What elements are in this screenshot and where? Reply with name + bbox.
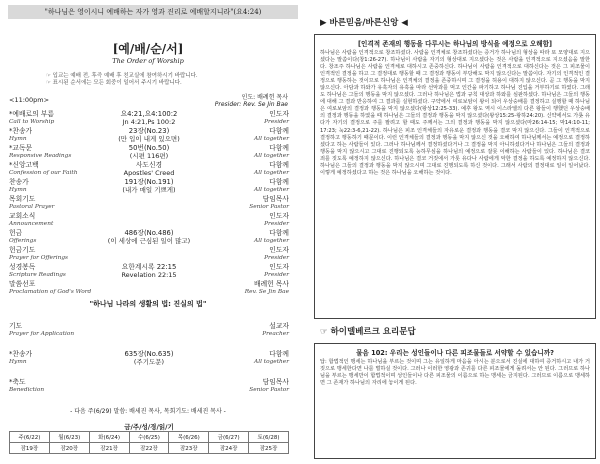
faith-article-text: 하나님은 사람을 인격적으로 창조하셨다. 사람을 인격체로 창조하셨다는 증거가 하나님의 형상을 따라 또 모양대로 지으셨다는 말씀이다(창1:26-27). 하나님이 사람을 자기의 형상대로 지으셨다는 것은 사람을 인격적으로 지으셨음을 말한다. 창조주 하나님은 사람을 인격체로 대하시고 존중하신다. 하나님이 사람을 인격적으로 대하신다는 것은 그 피조물이 인격적인 결정을 하고 그 결정대로 행동할 때 그 결정과 행동이 부당해도 막지 않으신다는 말씀이다. 자기의 인격적인 결정으로 행동하는 것이므로 하나님은 인격체의 결정을 존중하시며 그 결정을 허용이 대하지 않으신다. 곧 그 행동을 막지 않으신다. 아담과 하와가 유혹자의 유혹을 따라 선악과를 먹고 인간을 파기하고 하나님 진입을 거부하기로 하였다. 그래도 하나님은 그들의 행동을 막지 않으셨다. 그러나 하나님은 법과 규칙 대상과 하와를 심판하셨다. 하나님은 그들의 행동에 대해 그 결과 반응하여 그 결과를 실현하셨다. 구약에서 여로보암이 왕이 되어 우상숭배를 결정하고 실행할 때 하나님은 여로보암의 결정과 행동을 막지 않으셨다(왕상12:25-33). 예후 왕도 역시 이스라엘의 다른 왕들이 행했던 우상숭배의 결정과 행동을 하였을 때 하나님은 그들의 결정과 행동을 막지 않으셨다(왕상15:25-왕하24:20). 신약에서도 가룟 유다가 자기의 결정으로 주를 팔려고 할 때도 주께서는 그의 결정과 행동을 막지 않으셨다(마26:14-15; 막14:10-11; 17:23; 눅22:3-6,21-22). 하나님은 피조 인격체들의 자유로운 결정과 행동을 결코 막지 않으신다. 그들이 인격적으로 결정하고 행동하기 때문이다. 이런 인격체들의 결정과 행동을 막지 않으신 것을 오해하여 하나님께서는 예정으로 결정하셨다고 하는 사람들이 있다. 그러나 하나님께서 결정하셨다거나 그 결정을 막지 아니하셨다거나 하나님은 그들의 결정과 행동을 막지 않으시고 그대로 진행되도록 능하무심을 하나님의 예정으로 잘못 이해하는 사람들이 있다. 하나님은 결코 죄를 짓도록 예정하지 않으신다. 하나님은 결코 거짓에서 가롯 유다나 사람에게 악한 결정을 하도록 예정하지 않으신다. 하나님은 그들의 결정과 행동을 막지 않으시며 그대로 진행되도록 하신 것이다. 그래서 사람의 결정대로 일이 일어났다. 이렇게 예정하셨다고 하는 것은 하나님을 오해하는 것이다. [320, 50, 590, 176]
order-item-leader-ko: 다함께 [269, 178, 289, 186]
order-item-detail: 191장(No.191) [124, 178, 174, 186]
worship-notice [46, 73, 198, 87]
right-page [304, 0, 600, 464]
order-item-name [9, 350, 32, 366]
order-item-ko: *신앙고백 [9, 161, 39, 169]
order-item-leader [254, 178, 289, 194]
order-item-name [9, 110, 54, 126]
order-item-detail-sub: (내가 매일 기쁘게) [122, 186, 176, 194]
order-item-name [9, 322, 74, 338]
order-item-leader-en: Presider [264, 255, 289, 261]
order-item-content [69, 110, 229, 126]
order-item-leader [254, 144, 289, 160]
order-item-leader [254, 161, 289, 177]
order-item-leader-ko: 다함께 [269, 350, 289, 358]
presider-ko: 인도: 배례헌 목사 [241, 94, 288, 101]
order-item-detail-sub: (만 입이 내게 있으면) [118, 135, 180, 143]
order-item-detail: 요4:21,요4:100:2 [120, 110, 178, 118]
order-item-ko: 성경봉독 [9, 263, 36, 271]
order-item-leader-ko: 인도자 [269, 212, 289, 220]
order-item-ko: *찬송가 [9, 350, 33, 358]
presider-en: Presider: Rev. Se Jin Bae [214, 101, 288, 108]
next-week-sermon: - 다음 주(6/29) 말씀: 배세진 목사, 목회기도: 배세진 목사 - [70, 408, 226, 415]
sermon-title: "하나님 나라의 생활의 법: 진실의 법" [89, 300, 207, 308]
reading-day: 토(6/28) [249, 432, 289, 443]
order-item-leader-en: All together [254, 136, 289, 142]
worship-subtitle: The Order of Worship [112, 57, 184, 65]
order-item-leader-en: All together [254, 170, 289, 176]
order-item-detail-sub: (시편 116편) [129, 152, 169, 160]
order-item-ko: 기도 [9, 322, 23, 330]
order-item-en: Confession of our Faith [9, 170, 78, 176]
order-item-leader-en: Presider [264, 272, 289, 278]
order-item-leader-ko: 담임목사 [262, 378, 289, 386]
order-item-detail-sub: Apostles' Creed [123, 169, 175, 177]
reading-chapter: 잠25장 [249, 443, 289, 454]
reading-day: 주(6/22) [10, 432, 50, 443]
order-item-leader-ko: 인도자 [269, 263, 289, 271]
order-item-ko: *예배로의 부름 [9, 110, 54, 118]
order-item-detail-sub: (이 세상에 근심된 일이 많고) [107, 237, 191, 245]
order-item-leader-en: Senior Pastor [249, 387, 289, 393]
reading-day: 월(6/23) [49, 432, 89, 443]
reading-chapters-row [10, 443, 289, 454]
order-item-name [9, 178, 29, 194]
order-item-en: Benediction [9, 387, 45, 393]
order-item-name [9, 280, 91, 296]
weekly-bible-reading-table [9, 421, 289, 454]
order-item-detail-sub: Revelation 22:15 [121, 271, 177, 279]
heidelberg-box [314, 343, 596, 459]
order-item-leader-ko: 인도자 [269, 110, 289, 118]
faith-article-box [314, 34, 596, 319]
order-of-worship-page [0, 0, 296, 464]
notice-line-1: ☞ 입교는 예배 전, 후즉 예배 후 친교실에 참여하시기 바랍니다. [46, 73, 198, 79]
right-faith-heading: ▶ 바른믿음/바른신앙 ◀ [320, 18, 408, 28]
reading-chapter: 잠19장 [10, 443, 50, 454]
order-item-en: Prayer for Offerings [9, 255, 69, 261]
order-item-leader-ko: 담임목사 [262, 195, 289, 203]
reading-chapter: 잠22장 [129, 443, 169, 454]
order-item-en: Scripture Readings [9, 272, 66, 278]
reading-chapter: 잠24장 [209, 443, 249, 454]
order-item-ko: 헌금 [9, 229, 23, 237]
order-item-ko: 헌금기도 [9, 246, 36, 254]
order-item-name [9, 195, 54, 211]
order-item-en: Proclamation of God's Word [9, 289, 92, 295]
order-item-detail: 486장(No.486) [124, 229, 174, 237]
order-item-detail: 635장(No.635) [124, 350, 174, 358]
reading-day: 금(6/27) [209, 432, 249, 443]
order-item-ko: 교회소식 [9, 212, 36, 220]
order-item-name [9, 246, 68, 262]
worship-title: [예/배/순/서] [112, 42, 184, 56]
order-item-ko: *찬송가 [9, 127, 33, 135]
order-item-leader-ko: 배례헌 목사 [254, 280, 289, 288]
order-item-leader [264, 110, 289, 126]
order-item-detail-sub: Jn 4:21,Ps 100:2 [122, 118, 176, 126]
order-item-leader-ko: 다함께 [269, 161, 289, 169]
order-item-content [69, 263, 229, 279]
heidelberg-heading: ☞ 하이델베르크 요리문답 [320, 327, 416, 337]
order-item-leader-en: All together [254, 238, 289, 244]
order-item-content [69, 127, 229, 143]
notice-line-2: ☞ 표시된 순서에는 모든 회중이 일어서 주시기 바랍니다. [46, 80, 182, 86]
order-item-leader [249, 378, 289, 394]
order-item-leader-en: Presider [264, 119, 289, 125]
order-item-name [9, 263, 66, 279]
reading-table-title: 금/주/성/경/읽/기 [124, 422, 174, 431]
order-item-leader [264, 212, 289, 228]
presider-block [215, 94, 288, 108]
order-item-detail: 23장(No.23) [128, 127, 170, 135]
order-item-leader [254, 350, 289, 366]
scripture-banner: "하나님은 영이시니 예배하는 자가 영과 진리로 예배할지니라"(요4:24) [8, 5, 298, 19]
order-item-leader [264, 263, 289, 279]
order-item-name [9, 229, 36, 245]
order-item-content [69, 178, 229, 194]
order-item-leader [254, 229, 289, 245]
order-item-ko: 찬송가 [9, 178, 29, 186]
order-item-detail-sub: (주기도문) [133, 358, 165, 366]
order-item-leader [245, 280, 289, 296]
reading-day: 화(6/24) [89, 432, 129, 443]
reading-day: 목(6/26) [169, 432, 209, 443]
heidelberg-answer: 답: 합법적인 맹세는 하나님을 부르는 것이며 그는 유일하게 마음을 아시는 분으로서 진실에 대하여 증거하시고 내가 거짓으로 맹세한다면 나를 벌하실 것이다. 그러나 이러한 영광과 존귀를 다른 피조물에게 돌려서는 안 된다. 그러므로 하나님을 부르는 맹세만이 합법적이며 성인들이나 다른 피조물의 이름으로 하는 맹세는 금지된다. 그러므로 이름으로 맹세하면 그 존재가 하나님의 자리에 놓이게 된다. [320, 359, 590, 387]
order-item-en: Prayer for Application [9, 331, 75, 337]
order-item-en: Hymn [9, 359, 27, 365]
order-item-name [9, 161, 77, 177]
order-item-detail: 50번(No.50) [128, 144, 170, 152]
order-item-leader-en: Preacher [262, 331, 289, 337]
order-item-leader-ko: 다함께 [269, 127, 289, 135]
order-item-leader-en: All together [254, 187, 289, 193]
order-item-name [9, 127, 32, 143]
reading-chapter: 잠23장 [169, 443, 209, 454]
order-item-leader-en: All together [254, 359, 289, 365]
order-item-ko: 목회기도 [9, 195, 36, 203]
order-item-leader-en: Presider [264, 221, 289, 227]
order-item-content [69, 161, 229, 177]
service-time: <11:00pm> [9, 96, 50, 104]
order-item-en: Call to Worship [9, 119, 55, 125]
order-item-leader-ko: 다함께 [269, 144, 289, 152]
order-item-en: Hymn [9, 187, 27, 193]
order-item-en: Hymn [9, 136, 27, 142]
order-item-en: Pastoral Prayer [9, 204, 55, 210]
reading-days-row [10, 432, 289, 443]
order-item-name [9, 378, 44, 394]
order-item-detail: 사도신경 [135, 161, 163, 169]
order-item-detail: 요한계시록 22:15 [121, 263, 177, 271]
order-item-ko: 말씀선포 [9, 280, 36, 288]
order-item-leader-ko: 다함께 [269, 229, 289, 237]
order-item-en: Announcement [9, 221, 54, 227]
order-item-leader [264, 246, 289, 262]
order-item-ko: *축도 [9, 378, 26, 386]
order-item-leader-en: Senior Pastor [249, 204, 289, 210]
order-item-name [9, 212, 53, 228]
order-item-leader [262, 322, 289, 338]
reading-day: 수(6/25) [129, 432, 169, 443]
faith-article-title: [인격적 존재의 행동을 다루시는 하나님의 방식을 예정으로 오해함] [357, 40, 553, 48]
order-item-content [69, 350, 229, 366]
order-item-leader-ko: 인도자 [269, 246, 289, 254]
order-item-en: Offerings [9, 238, 37, 244]
order-item-content [69, 144, 229, 160]
heidelberg-question: 물음 102: 우리는 성인들이나 다른 피조물들로 서약할 수 있습니까? [356, 349, 554, 357]
order-item-ko: *교독문 [9, 144, 33, 152]
order-item-content [69, 229, 229, 245]
order-item-leader [249, 195, 289, 211]
order-item-leader-en: All together [254, 153, 289, 159]
reading-chapter: 잠20장 [49, 443, 89, 454]
order-item-name [9, 144, 71, 160]
order-item-en: Responsive Readings [9, 153, 72, 159]
order-item-leader [254, 127, 289, 143]
order-item-leader-en: Rev. Se Jin Bae [244, 289, 289, 295]
reading-chapter: 잠21장 [89, 443, 129, 454]
order-item-leader-ko: 설교자 [269, 322, 289, 330]
